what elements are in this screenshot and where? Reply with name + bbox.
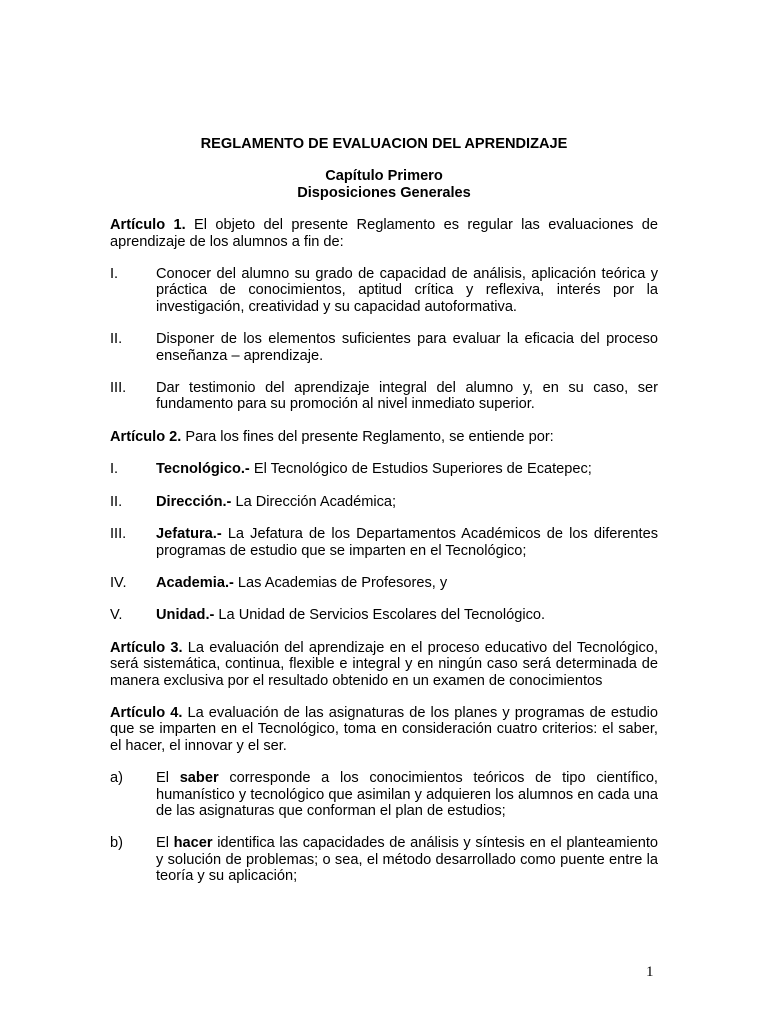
page-number: 1 xyxy=(646,964,654,980)
item-number: III. xyxy=(110,526,127,543)
definition-text: La Unidad de Servicios Escolares del Tecnológico. xyxy=(214,607,546,624)
criterion-term: saber xyxy=(179,770,219,787)
item-text xyxy=(156,770,658,819)
item-text: Dar testimonio del aprendizaje integral del alumno y, en su caso, ser fundamento para su promoción al nivel inmediato superior. xyxy=(156,380,658,413)
item-text xyxy=(156,526,658,559)
item-number: IV. xyxy=(110,574,127,591)
definition-term: Jefatura.- xyxy=(156,526,222,543)
definition-text: La Dirección Académica; xyxy=(231,493,397,510)
article-4-paragraph xyxy=(110,705,658,754)
item-number: II. xyxy=(110,493,123,510)
article-1-item xyxy=(110,331,658,364)
definition-item xyxy=(110,526,658,559)
definition-item xyxy=(110,461,658,477)
item-text: Conocer del alumno su grado de capacidad de análisis, aplicación teórica y práctica de conocimientos, aptitud crítica y reflexiva, interés por la investigación, creatividad y su capacidad autoformativa. xyxy=(156,266,658,315)
criterion-prefix: El xyxy=(156,835,174,852)
article-3-label: Artículo 3. xyxy=(110,639,183,656)
article-1-item xyxy=(110,266,658,315)
definition-text: El Tecnológico de Estudios Superiores de Ecatepec; xyxy=(249,461,592,478)
item-text xyxy=(156,607,658,623)
criterion-prefix: El xyxy=(156,770,180,787)
article-4-text: La evaluación de las asignaturas de los planes y programas de estudio que se imparten en el Tecnológico, toma en consideración cuatro criterios: el saber, el hacer, el innovar y el ser. xyxy=(110,704,658,754)
article-2-text: Para los fines del presente Reglamento, se entiende por: xyxy=(181,428,554,445)
section-heading: Disposiciones Generales xyxy=(297,184,471,201)
article-2-label: Artículo 2. xyxy=(110,428,182,445)
article-4-label: Artículo 4. xyxy=(110,704,183,721)
criterion-text: identifica las capacidades de análisis y síntesis en el planteamiento y solución de problemas; o sea, el método desarrollado como puente entre la teoría y su aplicación; xyxy=(156,835,658,885)
definition-term: Dirección.- xyxy=(156,493,232,510)
definition-item xyxy=(110,607,658,623)
article-1-label: Artículo 1. xyxy=(110,217,186,234)
document-title: REGLAMENTO DE EVALUACION DEL APRENDIZAJE xyxy=(200,136,568,152)
definition-text: La Jefatura de los Departamentos Académicos de los diferentes programas de estudio que se imparten en el Tecnológico; xyxy=(156,526,658,559)
item-number: V. xyxy=(110,607,123,624)
item-number: III. xyxy=(110,380,127,397)
criterion-text: corresponde a los conocimientos teóricos de tipo científico, humanístico y tecnológico que asimilan y adquieren los alumnos en cada una de las asignaturas que conforman el plan de estudios; xyxy=(156,770,658,819)
definition-term: Unidad.- xyxy=(156,607,215,624)
item-number: a) xyxy=(110,770,123,787)
article-2-paragraph xyxy=(110,429,658,445)
item-text xyxy=(156,575,658,591)
item-text xyxy=(156,835,658,884)
article-3-text: La evaluación del aprendizaje en el proceso educativo del Tecnológico, será sistemática, continua, flexible e integral y en ningún caso será determinada de manera exclusiva por el resultado obtenido en un examen de conocimientos xyxy=(110,639,658,689)
item-number: b) xyxy=(110,835,123,852)
criterion-item xyxy=(110,835,658,884)
definition-term: Academia.- xyxy=(156,574,234,591)
chapter-heading: Capítulo Primero xyxy=(325,168,443,185)
article-3-paragraph xyxy=(110,640,658,689)
definition-item xyxy=(110,575,658,591)
item-text xyxy=(156,461,658,477)
item-text: Disponer de los elementos suficientes para evaluar la eficacia del proceso enseñanza – aprendizaje. xyxy=(156,331,658,364)
criterion-item xyxy=(110,770,658,819)
document-body xyxy=(110,136,658,901)
item-number: I. xyxy=(110,461,119,478)
item-number: II. xyxy=(110,331,123,348)
item-text xyxy=(156,494,658,510)
definition-text: Las Academias de Profesores, y xyxy=(233,574,448,591)
criterion-term: hacer xyxy=(173,835,213,852)
definition-term: Tecnológico.- xyxy=(156,461,250,478)
item-number: I. xyxy=(110,266,119,283)
article-1-paragraph xyxy=(110,217,658,250)
definition-item xyxy=(110,494,658,510)
article-1-text: El objeto del presente Reglamento es regular las evaluaciones de aprendizaje de los alumnos a fin de: xyxy=(110,217,659,250)
article-1-item xyxy=(110,380,658,413)
